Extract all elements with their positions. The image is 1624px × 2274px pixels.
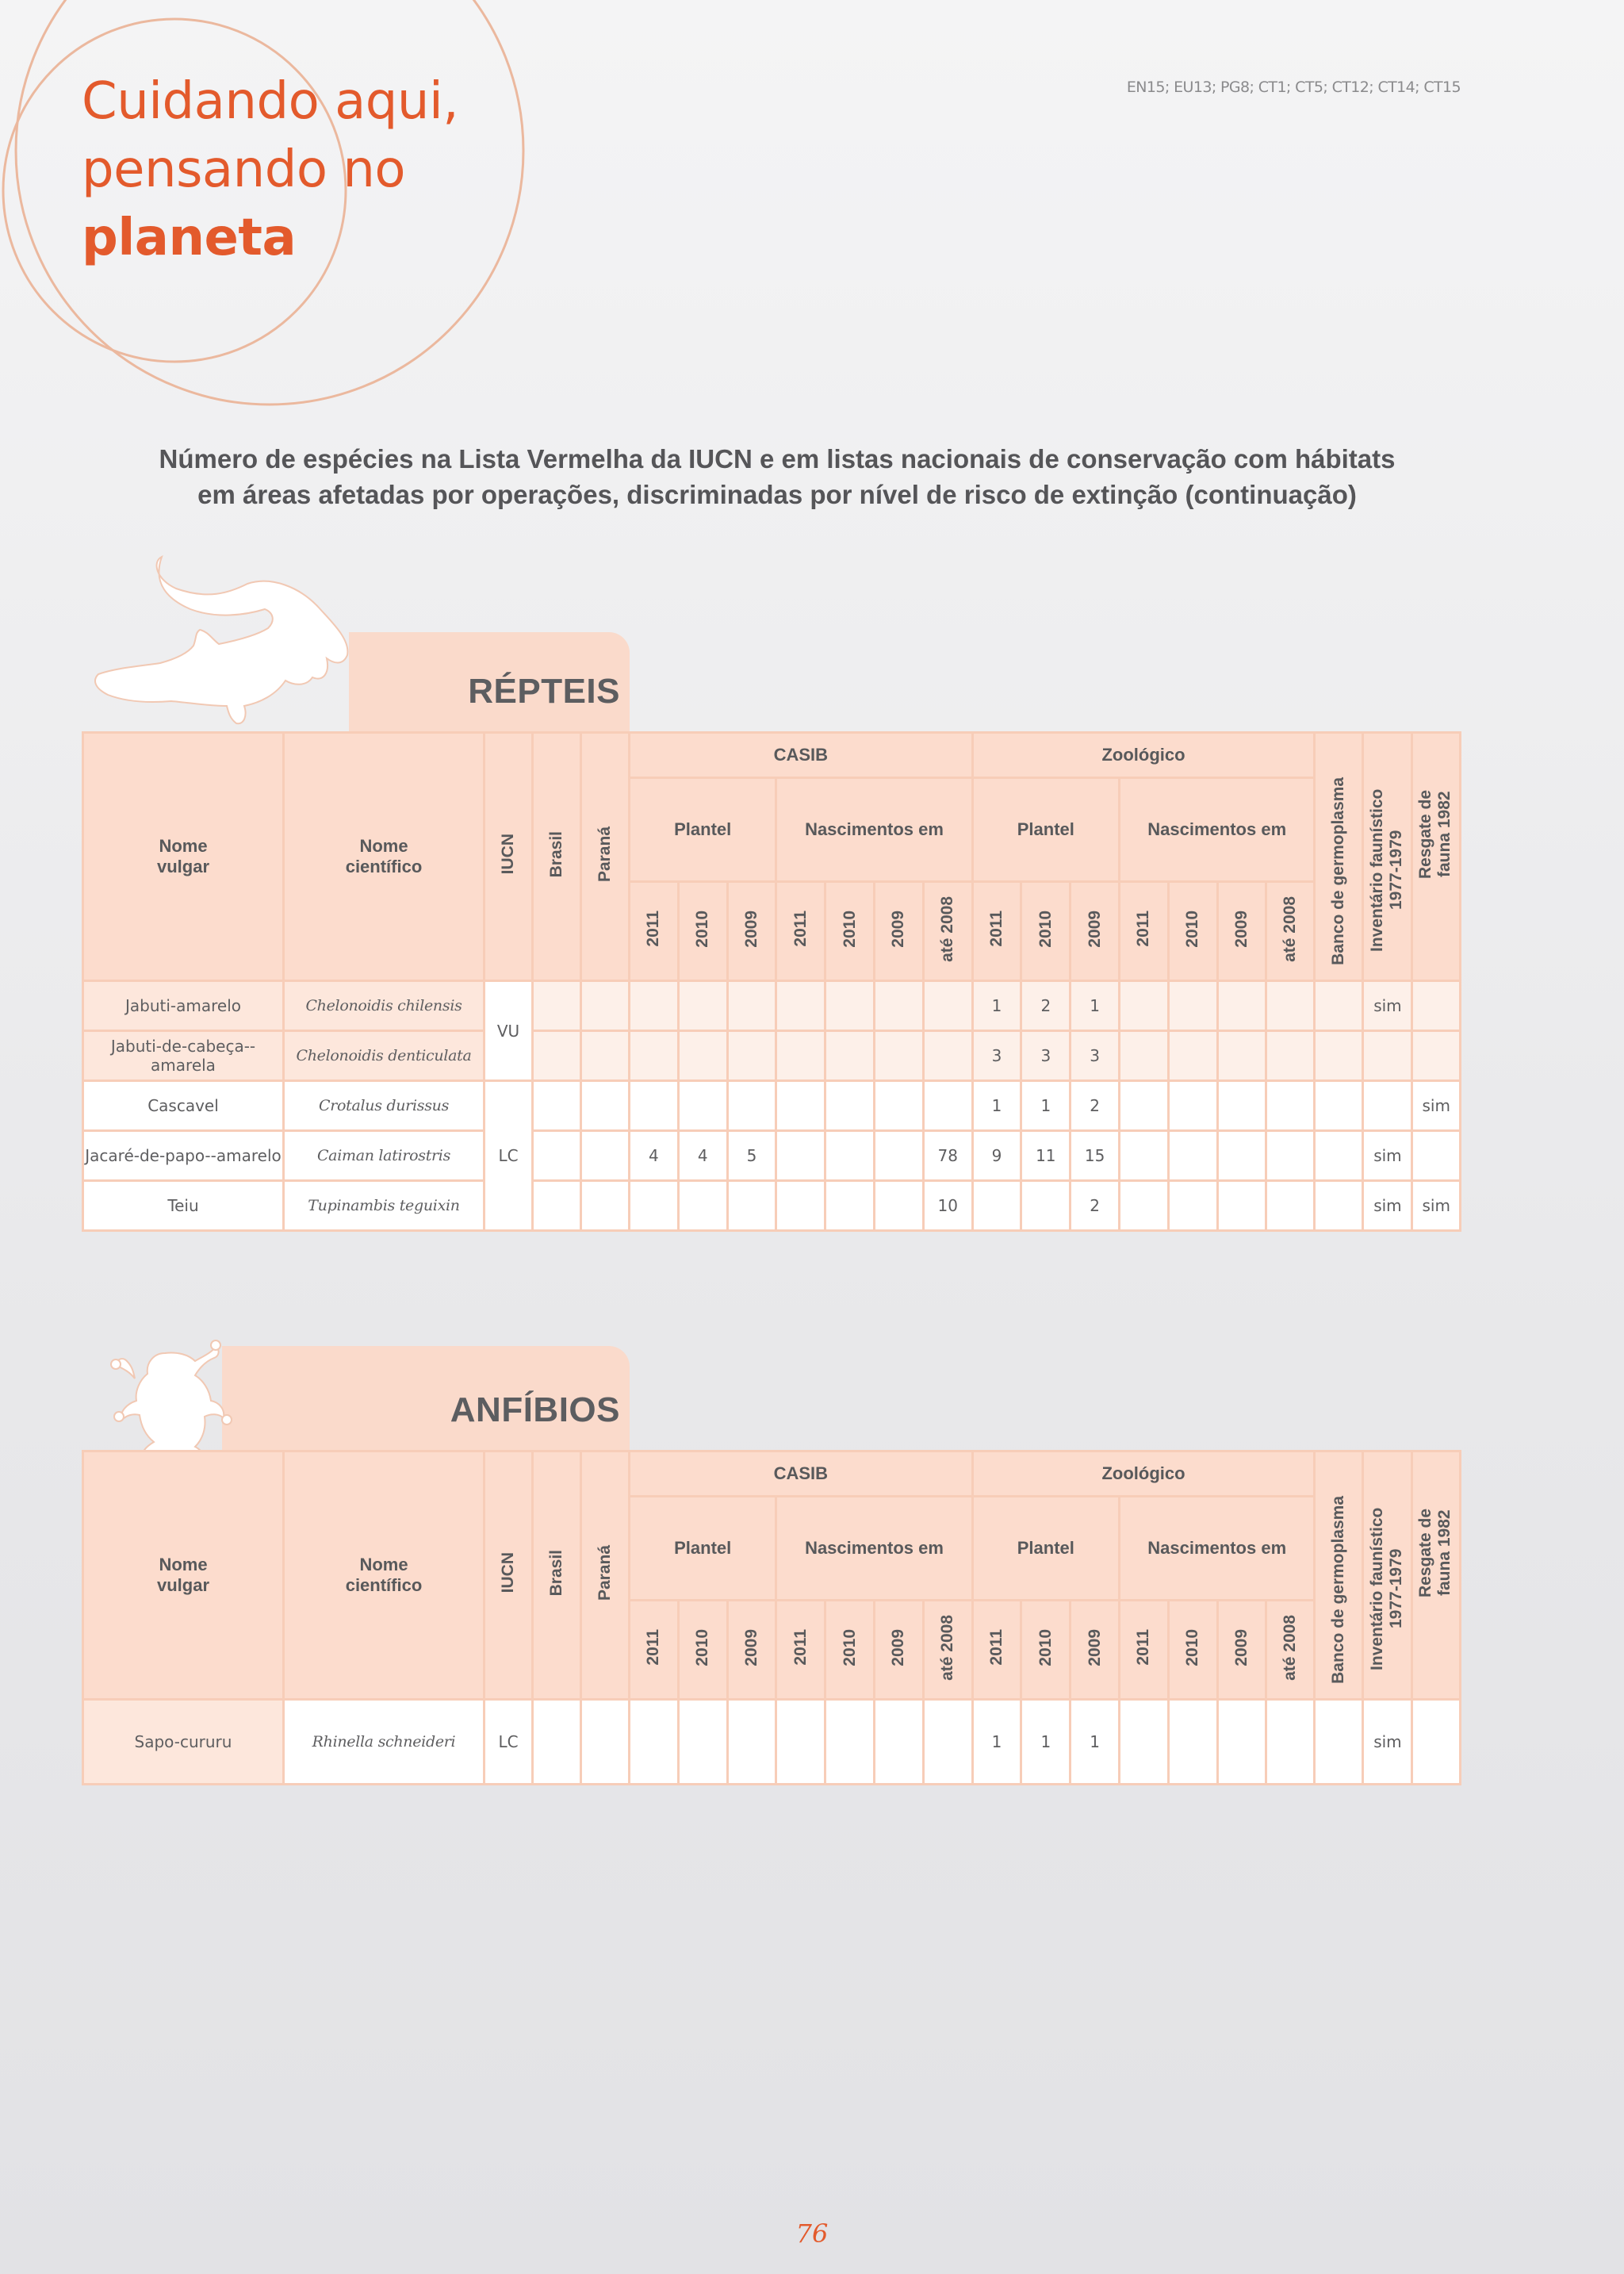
cell-value: [825, 1081, 875, 1131]
cell-value: [1168, 1700, 1217, 1785]
cell-value: [630, 1700, 679, 1785]
year-header: [1071, 882, 1120, 981]
cell-value: 15: [1071, 1131, 1120, 1181]
cell-value: [923, 1700, 972, 1785]
repteis-tab: [349, 632, 630, 734]
cell-value: [1315, 981, 1363, 1031]
year-label: 2009: [741, 910, 760, 948]
cell-value: [1168, 1131, 1217, 1181]
cell-value: [874, 981, 923, 1031]
year-label: 2009: [1231, 1628, 1251, 1666]
title-line-1: Cuidando aqui,: [82, 72, 459, 131]
casib-plantel: Plantel: [630, 778, 776, 882]
cell-nome-cientifico: Caiman latirostris: [284, 1131, 485, 1181]
cell-value: [727, 1081, 776, 1131]
col-banco: [1315, 1451, 1363, 1700]
year-label: até 2008: [938, 1614, 957, 1681]
year-label: 2009: [1085, 910, 1104, 948]
year-header: [972, 882, 1021, 981]
casib-nascimentos: Nascimentos em: [776, 778, 972, 882]
cell-nome-cientifico: Rhinella schneideri: [284, 1700, 485, 1785]
col-iucn-label: IUCN: [499, 1552, 517, 1593]
cell-value: [825, 981, 875, 1031]
col-inventario: [1363, 733, 1412, 981]
cell-value: 1: [972, 1700, 1021, 1785]
cell-value: [1315, 1081, 1363, 1131]
year-label: 2011: [987, 1629, 1005, 1666]
year-header: [630, 882, 679, 981]
cell-value: 4: [678, 1131, 727, 1181]
cell-value: 5: [727, 1131, 776, 1181]
cell-nome-cientifico: Chelonoidis denticulata: [284, 1031, 485, 1081]
cell-value: [1168, 1031, 1217, 1081]
cell-value: 2: [1071, 1181, 1120, 1231]
cell-value: [533, 1031, 581, 1081]
col-nome-vulgar: Nome vulgar: [83, 1451, 284, 1700]
repteis-table: [82, 731, 1461, 1232]
year-header: [678, 1601, 727, 1700]
col-inventario-label: Inventário faunístico 1977-1979: [1367, 788, 1405, 952]
year-header: [874, 882, 923, 981]
cell-value: [581, 1131, 630, 1181]
year-label: 2011: [791, 911, 810, 947]
cell-value: [1217, 981, 1266, 1031]
year-header: [1071, 1601, 1120, 1700]
col-nome-vulgar: Nome vulgar: [83, 733, 284, 981]
year-label: 2009: [1085, 1628, 1104, 1666]
cell-value: [630, 1031, 679, 1081]
cell-value: [630, 1081, 679, 1131]
table-row: [83, 1031, 1461, 1081]
year-header: [1021, 1601, 1071, 1700]
cell-value: sim: [1363, 1700, 1412, 1785]
year-header: [1217, 882, 1266, 981]
year-header: [1168, 1601, 1217, 1700]
year-label: 2010: [693, 1628, 712, 1666]
year-header: [1168, 882, 1217, 981]
cell-value: [776, 1031, 825, 1081]
cell-value: [727, 981, 776, 1031]
crocodile-icon: [89, 547, 358, 746]
casib-plantel: Plantel: [630, 1497, 776, 1601]
cell-nome-vulgar: Jabuti-amarelo: [83, 981, 284, 1031]
title-line-2: pensando no: [82, 140, 406, 199]
cell-nome-vulgar: Teiu: [83, 1181, 284, 1231]
col-banco-label: Banco de germoplasma: [1329, 777, 1348, 965]
year-label: 2011: [987, 911, 1005, 947]
cell-nome-cientifico: Tupinambis teguixin: [284, 1181, 485, 1231]
cell-value: [1412, 1700, 1461, 1785]
page-title: [82, 67, 458, 272]
col-parana-label: Paraná: [596, 826, 614, 883]
cell-value: [1266, 1081, 1315, 1131]
anfibios-table: [82, 1450, 1461, 1785]
cell-value: [1315, 1131, 1363, 1181]
cell-value: [1120, 981, 1169, 1031]
year-header: [1120, 1601, 1169, 1700]
page-number: 76: [795, 2218, 829, 2249]
cell-iucn: VU: [485, 981, 533, 1081]
year-header: [1021, 882, 1071, 981]
cell-value: sim: [1412, 1181, 1461, 1231]
cell-value: [1120, 1081, 1169, 1131]
cell-value: [972, 1181, 1021, 1231]
year-label: 2010: [1183, 1628, 1202, 1666]
cell-value: [825, 1700, 875, 1785]
col-casib: CASIB: [630, 1451, 973, 1497]
col-resgate-label: Resgate de fauna 1982: [1416, 789, 1454, 880]
year-label: 2010: [840, 910, 859, 948]
year-label: 2009: [889, 910, 908, 948]
col-zoologico: Zoológico: [972, 733, 1315, 778]
caption-line-2: em áreas afetadas por operações, discriminadas por nível de risco de extinção (continuação): [197, 480, 1357, 509]
year-label: 2010: [1183, 910, 1202, 948]
cell-value: [874, 1031, 923, 1081]
anfibios-body: [83, 1700, 1461, 1785]
cell-value: [874, 1700, 923, 1785]
year-header: [825, 882, 875, 981]
cell-value: 78: [923, 1131, 972, 1181]
year-header: [874, 1601, 923, 1700]
cell-value: 10: [923, 1181, 972, 1231]
year-label: 2010: [1036, 910, 1055, 948]
year-label: até 2008: [938, 895, 957, 962]
casib-nascimentos: Nascimentos em: [776, 1497, 972, 1601]
cell-value: [727, 1700, 776, 1785]
cell-value: 1: [1021, 1700, 1071, 1785]
cell-value: [727, 1181, 776, 1231]
cell-value: [630, 1181, 679, 1231]
cell-value: 1: [972, 981, 1021, 1031]
cell-value: 2: [1021, 981, 1071, 1031]
cell-value: [1412, 981, 1461, 1031]
zoo-nascimentos: Nascimentos em: [1120, 1497, 1315, 1601]
col-resgate-label: Resgate de fauna 1982: [1416, 1508, 1454, 1598]
cell-value: 1: [1071, 1700, 1120, 1785]
year-header: [678, 882, 727, 981]
col-resgate: [1412, 733, 1461, 981]
col-nome-cientifico: Nome científico: [284, 1451, 485, 1700]
repteis-body: [83, 981, 1461, 1231]
cell-value: [581, 981, 630, 1031]
cell-value: [1168, 1181, 1217, 1231]
year-label: 2010: [1036, 1628, 1055, 1666]
cell-value: [874, 1081, 923, 1131]
cell-value: [1168, 981, 1217, 1031]
cell-value: [1217, 1131, 1266, 1181]
cell-value: [1120, 1031, 1169, 1081]
col-zoologico: Zoológico: [972, 1451, 1315, 1497]
cell-nome-vulgar: Sapo-cururu: [83, 1700, 284, 1785]
year-label: 2011: [644, 1629, 663, 1666]
cell-value: [1266, 1700, 1315, 1785]
cell-value: [1120, 1181, 1169, 1231]
col-nome-cientifico: Nome científico: [284, 733, 485, 981]
cell-value: [923, 1031, 972, 1081]
cell-value: [1266, 1031, 1315, 1081]
cell-value: [581, 1081, 630, 1131]
cell-value: [874, 1131, 923, 1181]
table-row: [83, 1081, 1461, 1131]
cell-nome-cientifico: Crotalus durissus: [284, 1081, 485, 1131]
caption-line-1: Número de espécies na Lista Vermelha da IUCN e em listas nacionais de conservação com hábitats: [159, 444, 1396, 474]
cell-value: sim: [1412, 1081, 1461, 1131]
table-row: [83, 1181, 1461, 1231]
year-header: [923, 1601, 972, 1700]
cell-value: [1120, 1131, 1169, 1181]
year-header: [1120, 882, 1169, 981]
cell-value: [1266, 1181, 1315, 1231]
year-label: até 2008: [1281, 895, 1300, 962]
col-inventario: [1363, 1451, 1412, 1700]
year-header: [630, 1601, 679, 1700]
year-header: [1266, 1601, 1315, 1700]
table-row: [83, 1700, 1461, 1785]
cell-value: sim: [1363, 1131, 1412, 1181]
year-label: 2010: [840, 1628, 859, 1666]
col-brasil: [533, 1451, 581, 1700]
cell-value: [1266, 981, 1315, 1031]
cell-value: 2: [1071, 1081, 1120, 1131]
anfibios-table-wrap: [82, 1450, 1461, 1785]
cell-value: [678, 1181, 727, 1231]
cell-value: [1412, 1131, 1461, 1181]
table-caption: [143, 441, 1411, 512]
title-line-3: planeta: [82, 209, 297, 267]
cell-value: [825, 1131, 875, 1181]
zoo-plantel: Plantel: [972, 1497, 1119, 1601]
col-iucn: [485, 733, 533, 981]
cell-nome-cientifico: Chelonoidis chilensis: [284, 981, 485, 1031]
cell-value: sim: [1363, 1181, 1412, 1231]
year-label: até 2008: [1281, 1614, 1300, 1681]
col-parana-label: Paraná: [596, 1544, 614, 1601]
cell-value: 1: [972, 1081, 1021, 1131]
cell-value: [1021, 1181, 1071, 1231]
gri-codes: EN15; EU13; PG8; CT1; CT5; CT12; CT14; CT15: [1126, 79, 1461, 96]
zoo-plantel: Plantel: [972, 778, 1119, 882]
cell-value: [923, 1081, 972, 1131]
cell-value: [874, 1181, 923, 1231]
cell-value: [923, 981, 972, 1031]
cell-value: [1315, 1181, 1363, 1231]
cell-value: [1412, 1031, 1461, 1081]
col-resgate: [1412, 1451, 1461, 1700]
col-banco-label: Banco de germoplasma: [1329, 1496, 1348, 1684]
zoo-nascimentos: Nascimentos em: [1120, 778, 1315, 882]
year-header: [776, 1601, 825, 1700]
cell-value: [1315, 1031, 1363, 1081]
cell-value: [678, 1081, 727, 1131]
repteis-table-wrap: [82, 731, 1461, 1232]
cell-value: 1: [1071, 981, 1120, 1031]
frog-icon: [95, 1321, 242, 1468]
cell-value: [533, 1700, 581, 1785]
year-header: [727, 1601, 776, 1700]
cell-value: 3: [1071, 1031, 1120, 1081]
year-header: [1217, 1601, 1266, 1700]
cell-value: [1363, 1081, 1412, 1131]
cell-value: [776, 1181, 825, 1231]
col-inventario-label: Inventário faunístico 1977-1979: [1367, 1507, 1405, 1670]
year-label: 2010: [693, 910, 712, 948]
cell-value: [630, 981, 679, 1031]
cell-value: [1315, 1700, 1363, 1785]
cell-value: 3: [972, 1031, 1021, 1081]
cell-value: [581, 1700, 630, 1785]
cell-value: [1120, 1700, 1169, 1785]
cell-value: [533, 1081, 581, 1131]
year-header: [1266, 882, 1315, 981]
col-brasil: [533, 733, 581, 981]
cell-value: [776, 1700, 825, 1785]
year-label: 2011: [791, 1629, 810, 1666]
table-row: [83, 981, 1461, 1031]
cell-value: [776, 1131, 825, 1181]
col-iucn-label: IUCN: [499, 834, 517, 875]
year-label: 2011: [644, 911, 663, 947]
year-header: [972, 1601, 1021, 1700]
col-parana: [581, 1451, 630, 1700]
cell-value: [825, 1181, 875, 1231]
cell-value: [678, 981, 727, 1031]
year-header: [727, 882, 776, 981]
col-brasil-label: Brasil: [547, 830, 565, 878]
cell-nome-vulgar: Jacaré-de-papo--amarelo: [83, 1131, 284, 1181]
cell-value: 3: [1021, 1031, 1071, 1081]
cell-value: [776, 981, 825, 1031]
cell-value: [533, 1131, 581, 1181]
col-casib: CASIB: [630, 733, 973, 778]
cell-value: 11: [1021, 1131, 1071, 1181]
year-label: 2009: [889, 1628, 908, 1666]
year-label: 2009: [741, 1628, 760, 1666]
cell-value: [1168, 1081, 1217, 1131]
cell-value: [1217, 1081, 1266, 1131]
year-header: [825, 1601, 875, 1700]
cell-value: [533, 981, 581, 1031]
cell-value: 4: [630, 1131, 679, 1181]
cell-value: [1217, 1031, 1266, 1081]
cell-value: [727, 1031, 776, 1081]
cell-value: 9: [972, 1131, 1021, 1181]
col-banco: [1315, 733, 1363, 981]
cell-value: [581, 1181, 630, 1231]
cell-iucn: LC: [485, 1700, 533, 1785]
cell-value: [581, 1031, 630, 1081]
cell-value: [776, 1081, 825, 1131]
cell-iucn: LC: [485, 1081, 533, 1231]
anfibios-tab: [222, 1346, 630, 1452]
cell-value: 1: [1021, 1081, 1071, 1131]
cell-value: sim: [1363, 981, 1412, 1031]
cell-nome-vulgar: Jabuti-de-cabeça--amarela: [83, 1031, 284, 1081]
cell-value: [825, 1031, 875, 1081]
cell-nome-vulgar: Cascavel: [83, 1081, 284, 1131]
year-header: [776, 882, 825, 981]
cell-value: [678, 1031, 727, 1081]
repteis-label: RÉPTEIS: [468, 672, 620, 711]
cell-value: [1363, 1031, 1412, 1081]
year-header: [923, 882, 972, 981]
col-iucn: [485, 1451, 533, 1700]
cell-value: [1217, 1700, 1266, 1785]
cell-value: [678, 1700, 727, 1785]
cell-value: [1217, 1181, 1266, 1231]
col-parana: [581, 733, 630, 981]
year-label: 2011: [1134, 1629, 1153, 1666]
year-label: 2011: [1134, 911, 1153, 947]
year-label: 2009: [1231, 910, 1251, 948]
col-brasil-label: Brasil: [547, 1549, 565, 1597]
cell-value: [1266, 1131, 1315, 1181]
cell-value: [533, 1181, 581, 1231]
anfibios-label: ANFÍBIOS: [450, 1390, 620, 1429]
table-row: [83, 1131, 1461, 1181]
